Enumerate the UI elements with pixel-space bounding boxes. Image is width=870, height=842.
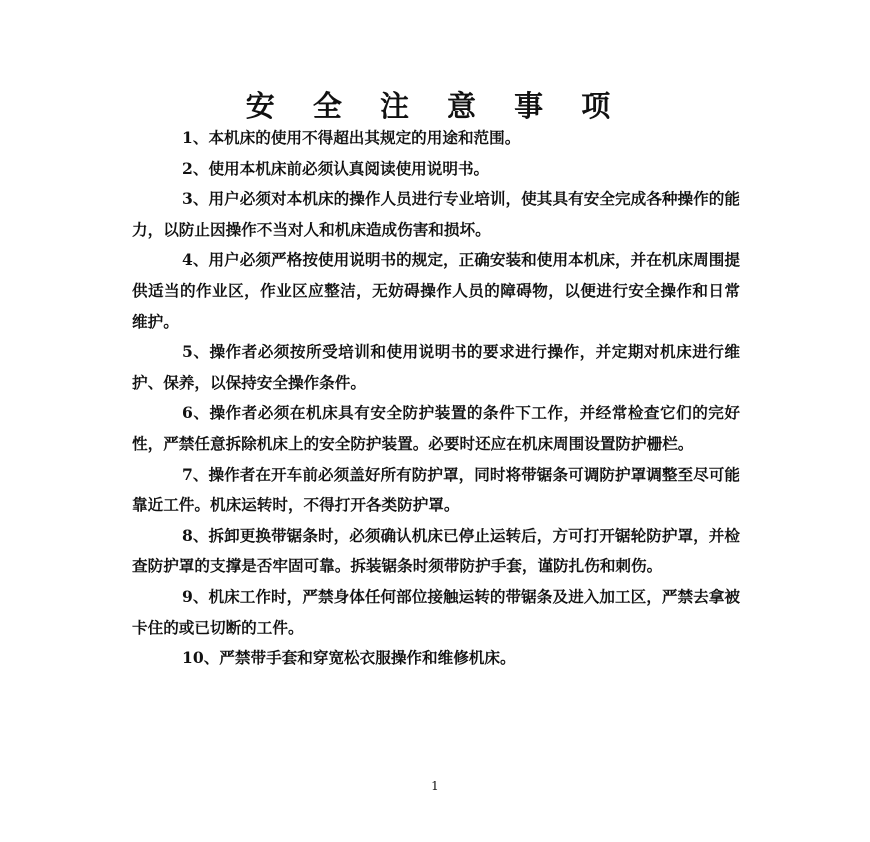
page-title: 安 全 注 意 事 项 [245, 89, 625, 123]
list-item: 2、使用本机床前必须认真阅读使用说明书。 [182, 158, 490, 178]
list-item: 9、机床工作时，严禁身体任何部位接触运转的带锯条及进入加工区，严禁去拿被卡住的或已切断的工件。 [132, 586, 740, 637]
list-item: 5、操作者必须按所受培训和使用说明书的要求进行操作，并定期对机床进行维护、保养，以保持安全操作条件。 [132, 342, 740, 392]
list-item: 6、操作者必须在机床具有安全防护装置的条件下工作，并经常检查它们的完好性，严禁任意拆除机床上的安全防护装置。必要时还应在机床周围设置防护栅栏。 [132, 403, 740, 453]
list-item: 8、拆卸更换带锯条时，必须确认机床已停止运转后，方可打开锯轮防护罩，并检查防护罩的支撑是否牢固可靠。拆装锯条时须带防护手套，谨防扎伤和刺伤。 [132, 525, 740, 576]
list-item: 1、本机床的使用不得超出其规定的用途和范围。 [182, 128, 521, 147]
list-item: 3、用户必须对本机床的操作人员进行专业培训，使其具有安全完成各种操作的能力，以防止因操作不当对人和机床造成伤害和损坏。 [132, 189, 740, 239]
list-item: 10、严禁带手套和穿宽松衣服操作和维修机床。 [182, 648, 516, 668]
safety-notice-list [132, 123, 740, 674]
list-item: 4、用户必须严格按使用说明书的规定，正确安装和使用本机床，并在机床周围提供适当的作业区，作业区应整洁，无妨碍操作人员的障碍物，以便进行安全操作和日常维护。 [132, 250, 740, 331]
list-item: 7、操作者在开车前必须盖好所有防护罩，同时将带锯条可调防护罩调整至尽可能靠近工件。机床运转时，不得打开各类防护罩。 [132, 464, 740, 515]
page-number: 1 [431, 779, 439, 793]
